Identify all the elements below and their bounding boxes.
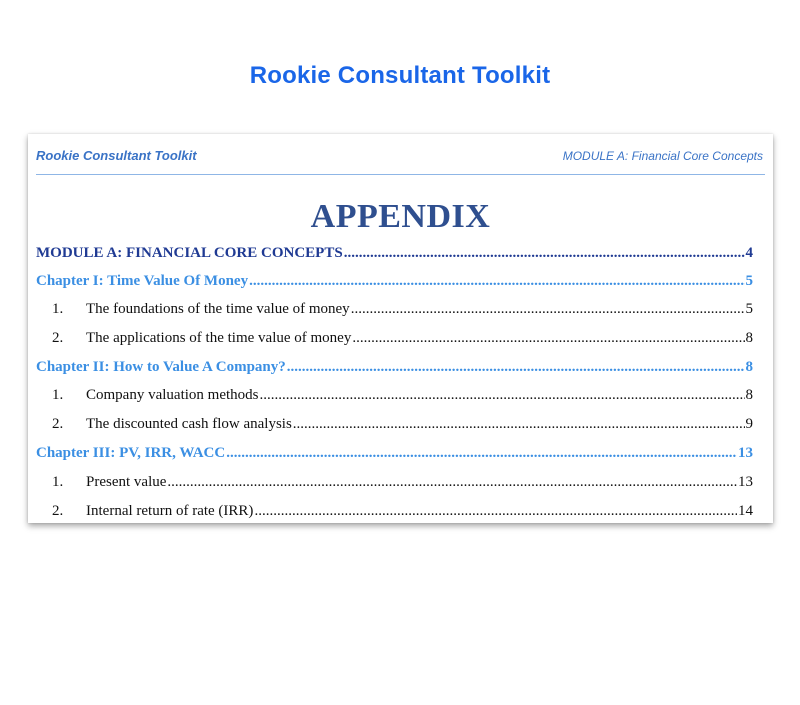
toc-entry-number: 1. [52, 387, 64, 403]
document-page [28, 134, 773, 523]
toc-entry-text: Chapter III: PV, IRR, WACC [36, 445, 226, 461]
toc-entry-section[interactable] [36, 474, 753, 496]
toc-entry-page-number: 13 [738, 474, 753, 490]
toc-dot-leader [352, 330, 744, 347]
toc-entry-chapter[interactable] [36, 445, 753, 467]
header-divider [36, 174, 765, 175]
toc-entry-text: The discounted cash flow analysis [86, 416, 292, 432]
toc-entry-section[interactable] [36, 416, 753, 438]
toc-entry-page-number: 8 [745, 359, 753, 375]
toc-entry-number: 2. [52, 416, 64, 432]
toc-dot-leader [287, 359, 745, 376]
toc-entry-section[interactable] [36, 503, 753, 525]
toc-entry-chapter[interactable] [36, 273, 753, 295]
toc-dot-leader [167, 474, 737, 491]
toc-entry-text: MODULE A: FINANCIAL CORE CONCEPTS [36, 245, 343, 261]
toc-entry-text: Present value [86, 474, 167, 490]
toc-entry-section[interactable] [36, 330, 753, 352]
toc-entry-page-number: 13 [738, 445, 753, 461]
toc-entry-number: 2. [52, 503, 64, 519]
toc-entry-text: Chapter I: Time Value Of Money [36, 273, 249, 289]
toc-entry-page-number: 14 [738, 503, 753, 519]
toc-entry-module[interactable] [36, 245, 753, 267]
toc-entry-page-number: 8 [745, 330, 753, 346]
toc-dot-leader [293, 416, 745, 433]
toc-entry-number: 2. [52, 330, 64, 346]
toc-entry-text: The foundations of the time value of money [86, 301, 350, 317]
document-header [36, 148, 765, 166]
toc-dot-leader [351, 301, 745, 318]
toc-entry-text: Company valuation methods [86, 387, 259, 403]
toc-entry-section[interactable] [36, 387, 753, 409]
header-right-module: MODULE A: Financial Core Concepts [562, 149, 763, 163]
toc-entry-number: 1. [52, 474, 64, 490]
toc-entry-number: 1. [52, 301, 64, 317]
page-title: Rookie Consultant Toolkit [249, 62, 551, 89]
toc-dot-leader [249, 273, 744, 290]
toc-entry-page-number: 4 [745, 245, 753, 261]
toc-entry-page-number: 5 [745, 273, 753, 289]
toc-dot-leader [254, 503, 737, 520]
toc-dot-leader [259, 387, 744, 404]
toc-dot-leader [344, 245, 745, 262]
toc-entry-section[interactable] [36, 301, 753, 323]
toc-dot-leader [226, 445, 737, 462]
header-left-title: Rookie Consultant Toolkit [36, 148, 197, 163]
appendix-heading: APPENDIX [310, 198, 491, 235]
toc-entry-text: The applications of the time value of money [86, 330, 352, 346]
toc-entry-text: Chapter II: How to Value A Company? [36, 359, 286, 375]
toc-entry-chapter[interactable] [36, 359, 753, 381]
toc-entry-page-number: 9 [745, 416, 753, 432]
toc-entry-page-number: 5 [745, 301, 753, 317]
toc-entry-text: Internal return of rate (IRR) [86, 503, 254, 519]
toc-entry-page-number: 8 [745, 387, 753, 403]
